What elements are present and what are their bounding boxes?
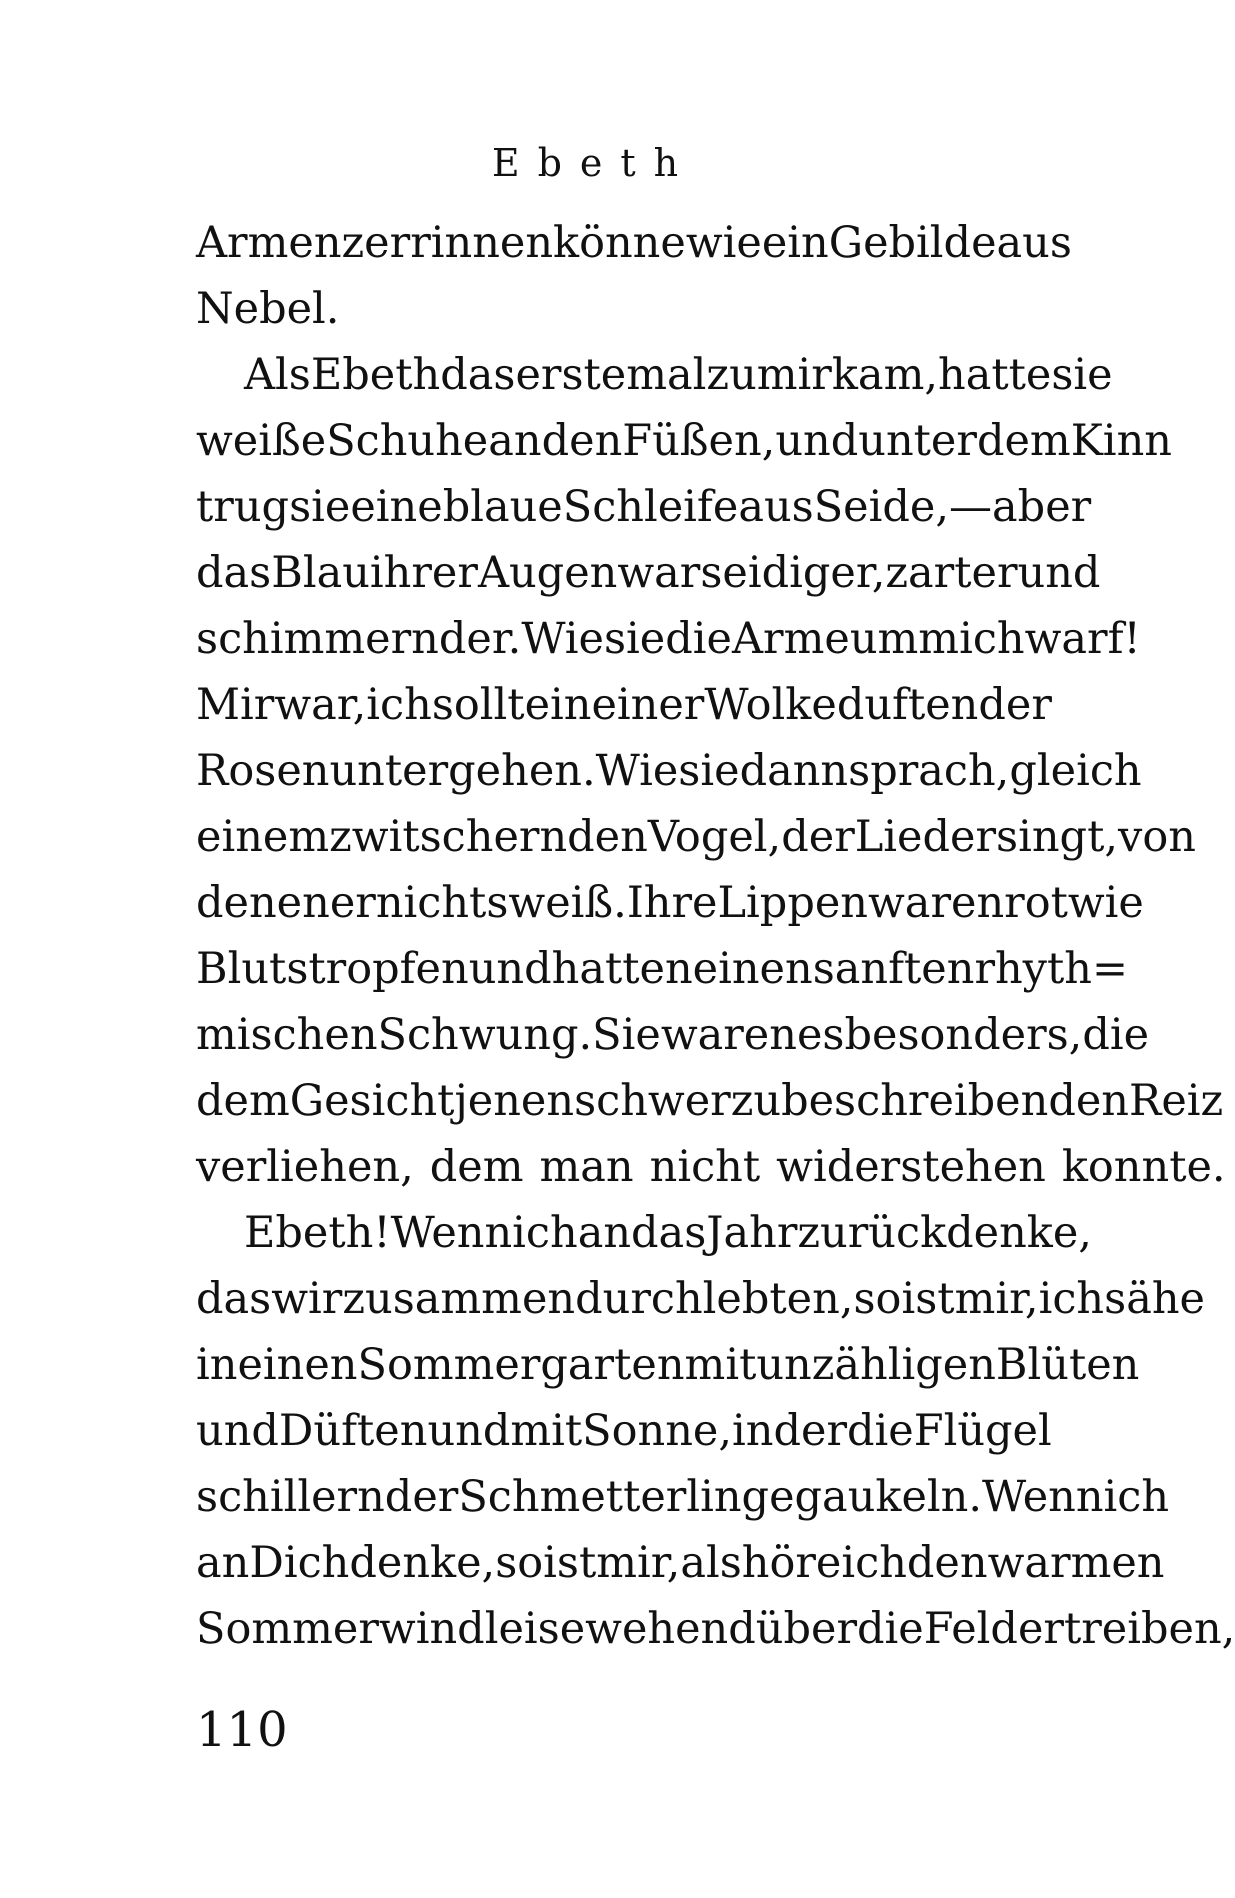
text-line [196, 1134, 1226, 1200]
word: dem [429, 1142, 524, 1192]
word: aus [996, 218, 1072, 268]
word: wir [271, 1274, 343, 1324]
word: einen [692, 944, 813, 994]
word: sprach, [848, 746, 1010, 796]
word: und [196, 1406, 279, 1456]
word: Schmetterlinge [458, 1472, 795, 1522]
text-line [196, 804, 1196, 870]
word: Sonne, [582, 1406, 733, 1456]
word: gaukeln. [794, 1472, 983, 1522]
word: blaue [442, 482, 563, 532]
word: dann [739, 746, 849, 796]
word: Schuhe [326, 416, 489, 466]
word: ich [1103, 1472, 1170, 1522]
word: zusammen [342, 1274, 576, 1324]
word: mir [756, 350, 832, 400]
word: es [796, 1010, 845, 1060]
word: weiß. [508, 878, 627, 928]
word: ich [512, 1208, 578, 1258]
word: hatten [551, 944, 693, 994]
word: denen [196, 878, 330, 928]
word: wie [1067, 878, 1144, 928]
word: singt, [996, 812, 1119, 862]
text-line [196, 408, 1172, 474]
word: zurückdenke, [797, 1208, 1092, 1258]
word: als [680, 1538, 742, 1588]
word: einer [591, 680, 705, 730]
word: zu [706, 350, 757, 400]
text-line [196, 1200, 1092, 1266]
word: mir, [596, 1538, 681, 1588]
text-line [196, 738, 1142, 804]
word: an [577, 1208, 632, 1258]
word: trug [196, 482, 290, 532]
word: Nebel. [196, 284, 340, 334]
word: Kinn [1070, 416, 1172, 466]
word: Lieder [854, 812, 997, 862]
word: in [196, 1340, 238, 1390]
word: erstemal [515, 350, 707, 400]
word: Wenn [982, 1472, 1104, 1522]
text-line [196, 1266, 1205, 1332]
word: Füßen, [622, 416, 776, 466]
word: unzähligen [756, 1340, 996, 1390]
word: unter [858, 416, 977, 466]
word: so [853, 1274, 902, 1324]
word: Lippen [717, 878, 868, 928]
text-line [196, 1596, 1235, 1662]
word: Felder [923, 1604, 1064, 1654]
word: in [732, 1406, 774, 1456]
word: — [949, 482, 993, 532]
text-line [196, 936, 1128, 1002]
word: Blutstropfen [196, 944, 469, 994]
word: warf! [1024, 614, 1141, 664]
word: ist [543, 1538, 597, 1588]
word: Ebeth [310, 350, 441, 400]
word: sie [289, 482, 351, 532]
word: Blau [271, 548, 370, 598]
text-line [196, 1530, 1165, 1596]
word: sie [1051, 350, 1113, 400]
word: und [1017, 548, 1101, 598]
word: Sommerwind [196, 1604, 485, 1654]
word: die [665, 614, 732, 664]
word: Rosen [196, 746, 330, 796]
text-line [196, 1002, 1150, 1068]
word: könne [553, 218, 686, 268]
word: eine [350, 482, 443, 532]
word: widerstehen [776, 1142, 1046, 1192]
word: über [755, 1604, 858, 1654]
word: waren [868, 878, 1005, 928]
word: Seide, [813, 482, 950, 532]
word: dem [976, 416, 1071, 466]
word: aber [992, 482, 1092, 532]
word: Jahr [706, 1208, 798, 1258]
text-line [196, 870, 1144, 936]
word: verliehen, [196, 1142, 414, 1192]
word: wie [685, 218, 762, 268]
word: war, [274, 680, 367, 730]
word: sie [603, 614, 666, 664]
word: jenen [454, 1076, 575, 1126]
word: Vogel, [647, 812, 782, 862]
word: duftender [836, 680, 1052, 730]
word: ich [1038, 1274, 1105, 1324]
word: untergehen. [329, 746, 596, 796]
word: Wie [521, 614, 604, 664]
word: ist [901, 1274, 955, 1324]
word: das [631, 1208, 707, 1258]
word: weiße [196, 416, 327, 466]
word: ich [841, 1538, 907, 1588]
word: leise [484, 1604, 586, 1654]
word: Gebilde [828, 218, 997, 268]
word: gleich [1009, 746, 1142, 796]
text-line [196, 1068, 1224, 1134]
word: ein [761, 218, 829, 268]
word: war [617, 548, 701, 598]
word: sähe [1104, 1274, 1205, 1324]
word: mischen [196, 1010, 378, 1060]
word: Blüten [995, 1340, 1140, 1390]
word: der [781, 812, 855, 862]
word: von [1118, 812, 1196, 862]
word: er [329, 878, 376, 928]
word: Wolke [704, 680, 837, 730]
word: so [495, 1538, 544, 1588]
text-line [196, 1464, 1170, 1530]
word: den [906, 1538, 988, 1588]
page-number: 110 [196, 1702, 288, 1758]
word: Schleife [562, 482, 739, 532]
word: denke, [349, 1538, 496, 1588]
word: zarter [885, 548, 1018, 598]
word: besonders, [844, 1010, 1083, 1060]
word: und [468, 944, 552, 994]
word: hatte [938, 350, 1052, 400]
word: mich [918, 614, 1025, 664]
word: Dich [249, 1538, 350, 1588]
word: Als [244, 350, 311, 400]
word: den [541, 416, 623, 466]
word: die [857, 1604, 924, 1654]
word: einem [196, 812, 330, 862]
word: Mir [196, 680, 275, 730]
word: an [488, 416, 542, 466]
word: die [1082, 1010, 1150, 1060]
word: das [440, 350, 516, 400]
word: Gesicht [289, 1076, 455, 1126]
word: mir, [954, 1274, 1039, 1324]
word: Düften [278, 1406, 428, 1456]
word: rot [1004, 878, 1068, 928]
word: schwer [574, 1076, 731, 1126]
word: sollte [431, 680, 551, 730]
word: durchlebten, [575, 1274, 854, 1324]
text-line [196, 210, 1072, 276]
text-line [196, 1398, 1052, 1464]
word: mit [684, 1340, 757, 1390]
word: schillernder [196, 1472, 459, 1522]
word: Sie [592, 1010, 661, 1060]
word: Schwung. [377, 1010, 593, 1060]
word: Wenn [390, 1208, 513, 1258]
word: Flügel [913, 1406, 1052, 1456]
word: Ebeth! [244, 1208, 391, 1258]
word: aus [738, 482, 814, 532]
text-line [196, 540, 1101, 606]
body-text [196, 210, 1235, 1662]
word: sie [678, 746, 740, 796]
word: höre [741, 1538, 842, 1588]
word: in [550, 680, 592, 730]
word: Armen [196, 218, 342, 268]
word: und [775, 416, 859, 466]
word: sanften [812, 944, 975, 994]
text-line [196, 672, 1052, 738]
word: zerrinnen [341, 218, 554, 268]
word: das [196, 548, 272, 598]
word: das [196, 1274, 272, 1324]
word: zu [730, 1076, 782, 1126]
word: Reiz [1128, 1076, 1224, 1126]
word: an [196, 1538, 250, 1588]
text-line [196, 342, 1113, 408]
word: nicht [649, 1142, 761, 1192]
word: treiben, [1063, 1604, 1235, 1654]
word: wehend [585, 1604, 756, 1654]
word: waren [660, 1010, 797, 1060]
word: mit [510, 1406, 583, 1456]
word: warmen [987, 1538, 1165, 1588]
word: Ihre [626, 878, 718, 928]
running-head: Ebeth [491, 141, 697, 185]
word: man [539, 1142, 634, 1192]
word: ihrer [369, 548, 478, 598]
text-line [196, 276, 1046, 342]
text-line [196, 474, 1092, 540]
word: beschreibenden [781, 1076, 1129, 1126]
word: die [847, 1406, 914, 1456]
word: schimmernder. [196, 614, 522, 664]
word: seidiger, [700, 548, 886, 598]
word: der [773, 1406, 848, 1456]
word: konnte. [1061, 1142, 1226, 1192]
word: und [427, 1406, 511, 1456]
word: dem [196, 1076, 290, 1126]
word: kam, [831, 350, 939, 400]
word: ich [366, 680, 432, 730]
word: rhyth= [974, 944, 1128, 994]
word: Sommergarten [357, 1340, 685, 1390]
word: um [849, 614, 919, 664]
word: Wie [595, 746, 679, 796]
word: Augen [477, 548, 618, 598]
word: einen [237, 1340, 358, 1390]
word: Arme [731, 614, 850, 664]
word: nichts [375, 878, 509, 928]
text-line [196, 1332, 1140, 1398]
text-line [196, 606, 1141, 672]
word: zwitschernden [329, 812, 648, 862]
